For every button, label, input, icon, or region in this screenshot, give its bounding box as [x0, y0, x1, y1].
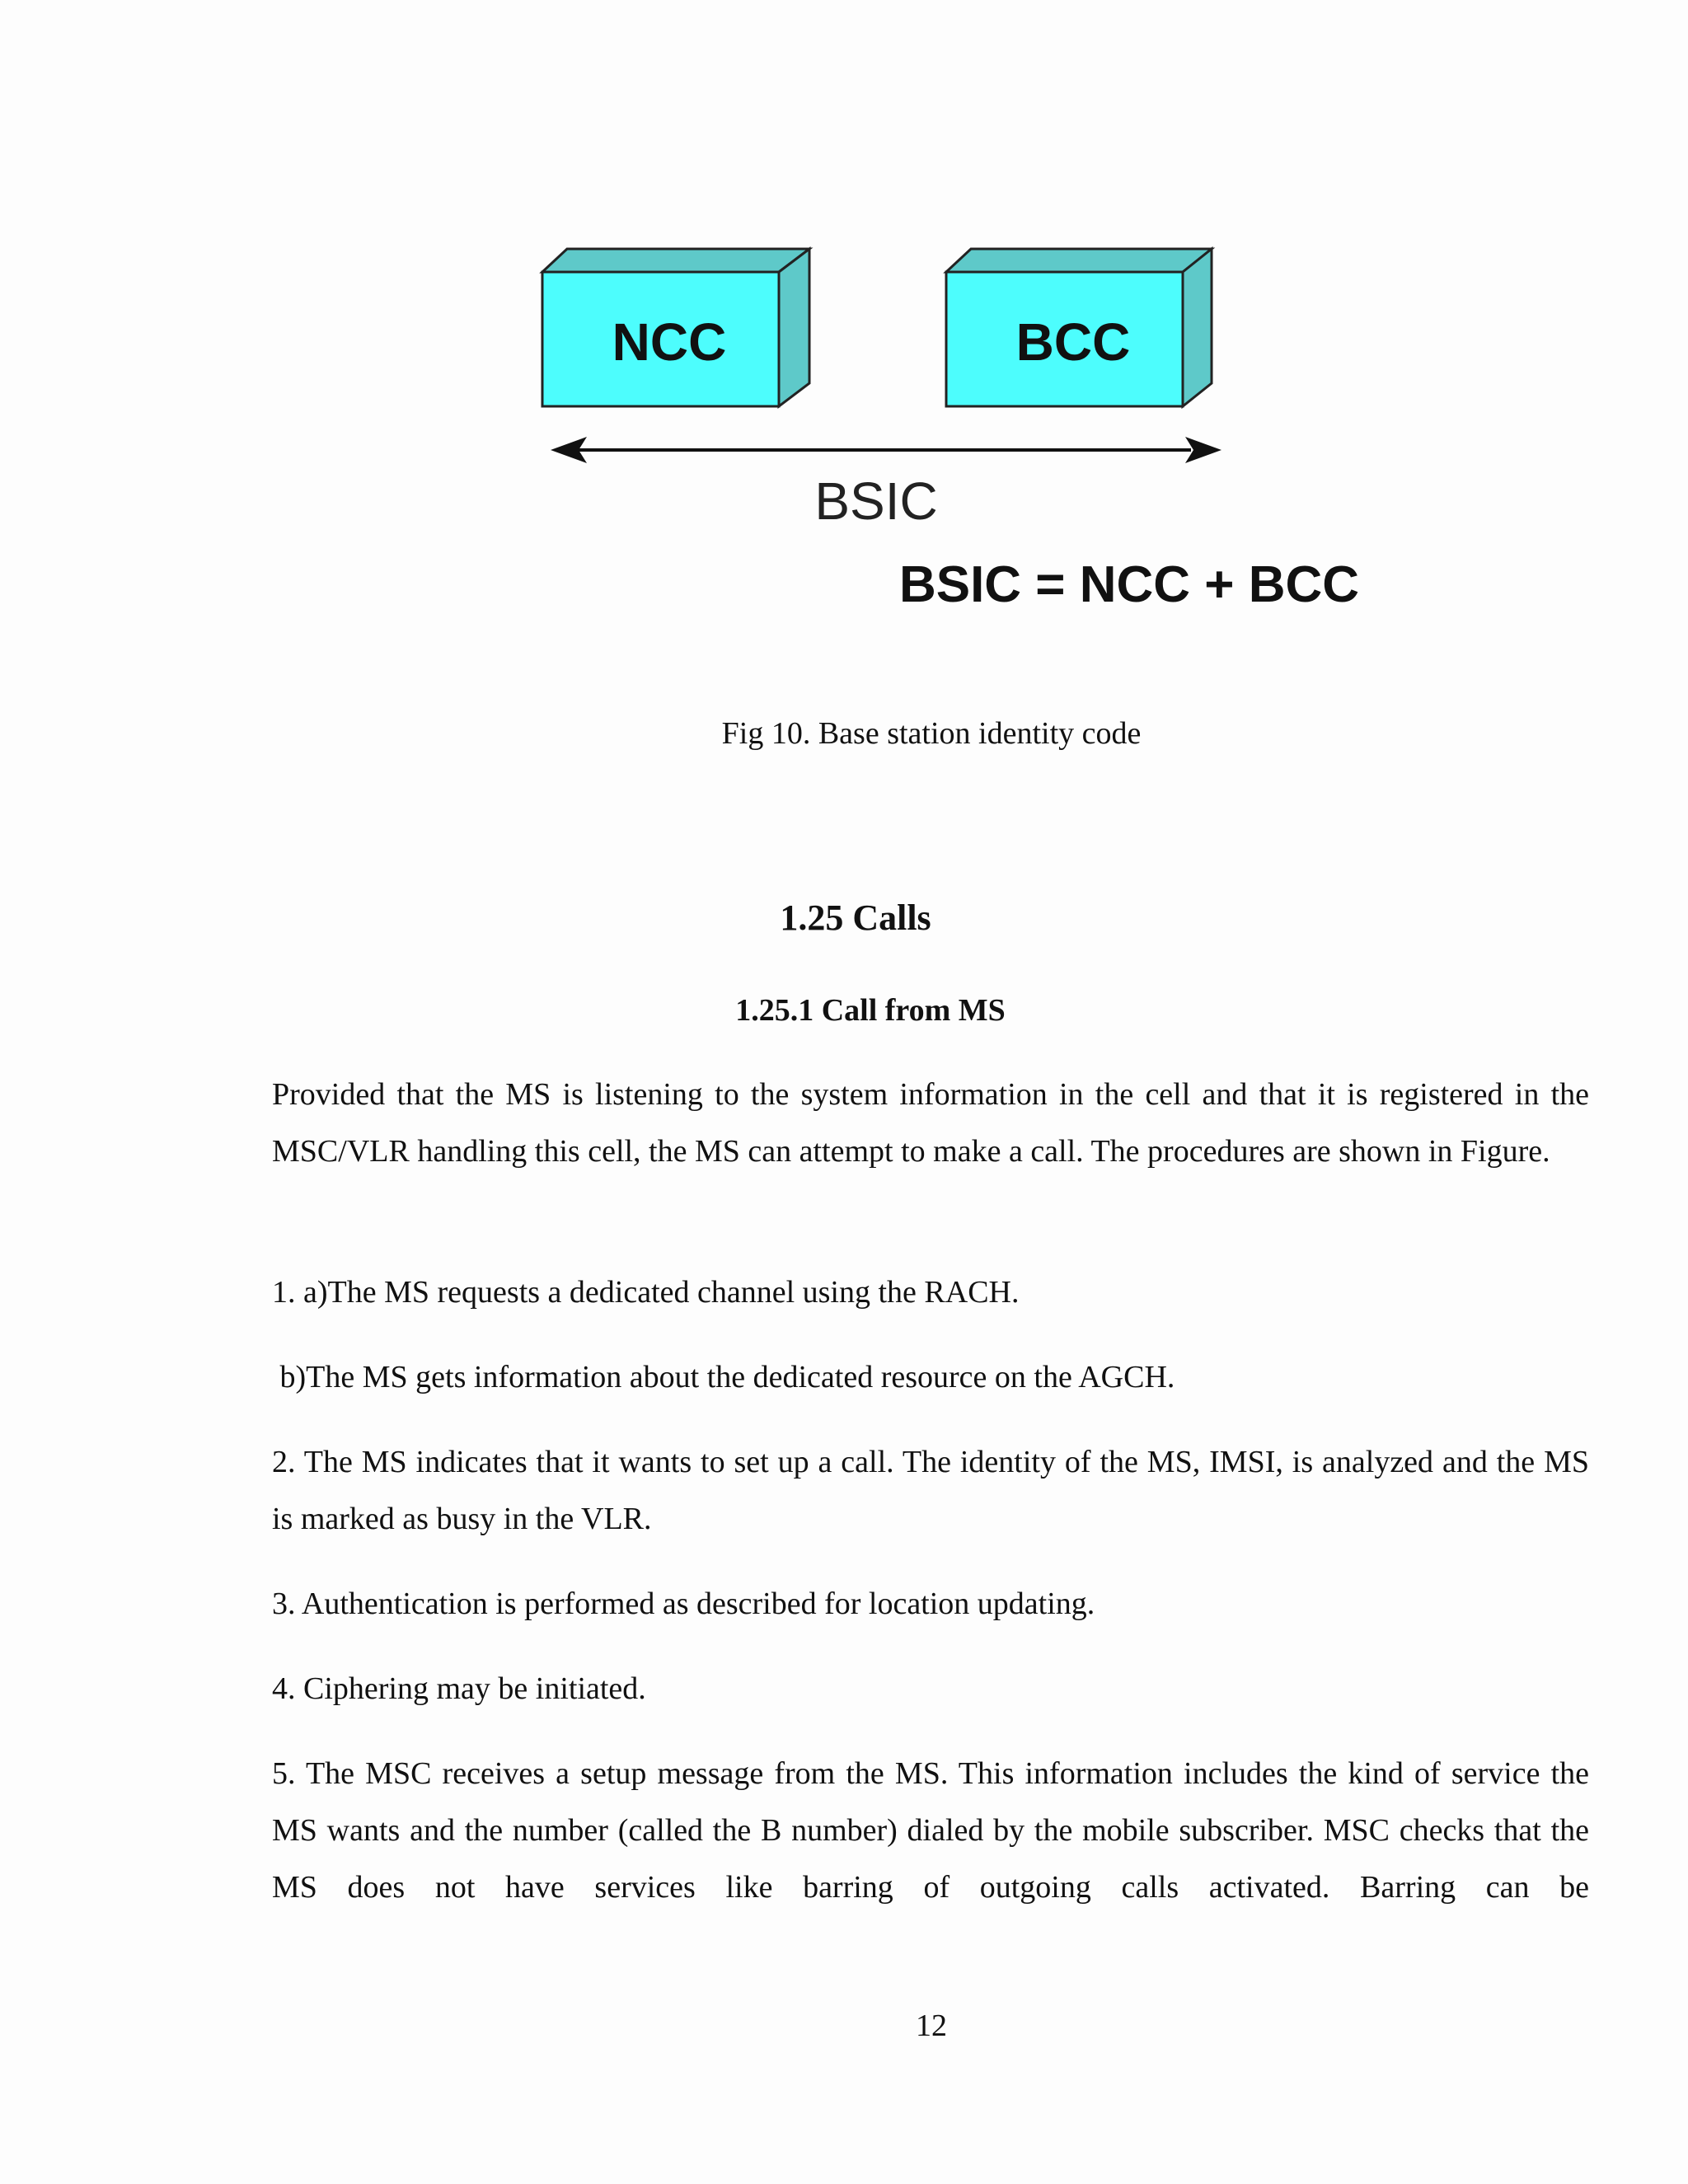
- step-3: 3. Authentication is performed as described for location updating.: [272, 1586, 1095, 1621]
- step-5: 5. The MSC receives a setup message from the MS. This information includes the kind of service the MS wants and the number (called the B number) dialed by the mobile subscriber. MSC checks that the MS does not have services like barring of outgoing calls activated. Barring can be: [272, 1756, 1589, 1905]
- section-heading: 1.25 Calls: [780, 898, 931, 938]
- step-2: 2. The MS indicates that it wants to set up a call. The identity of the MS, IMSI, is analyzed and the MS is marked as busy in the VLR.: [272, 1445, 1589, 1536]
- ncc-label: NCC: [612, 312, 727, 372]
- bsic-label: BSIC: [814, 471, 938, 531]
- bsic-formula: BSIC = NCC + BCC: [898, 556, 1360, 613]
- step-1a: 1. a)The MS requests a dedicated channel using the RACH.: [272, 1275, 1020, 1310]
- ncc-box: [542, 249, 809, 406]
- paragraph-intro: Provided that the MS is listening to the system information in the cell and that it is registered in the MSC/VLR handling this cell, the MS can attempt to make a call. The procedures are shown in Figure.: [272, 1077, 1589, 1169]
- ncc-box-side: [779, 249, 809, 406]
- step-1b: b)The MS gets information about the dedicated resource on the AGCH.: [272, 1360, 1175, 1394]
- bcc-box-top: [946, 249, 1212, 272]
- page-number: 12: [916, 2008, 947, 2043]
- bcc-label: BCC: [1015, 312, 1131, 372]
- bcc-box: [946, 249, 1212, 406]
- ncc-box-top: [542, 249, 809, 272]
- bsic-span-arrow: [551, 437, 1221, 463]
- bcc-box-side: [1183, 249, 1212, 406]
- subsection-heading: 1.25.1 Call from MS: [735, 993, 1006, 1028]
- bsic-diagram: [0, 0, 1688, 659]
- step-4: 4. Ciphering may be initiated.: [272, 1671, 646, 1706]
- figure-caption: Fig 10. Base station identity code: [721, 716, 1142, 751]
